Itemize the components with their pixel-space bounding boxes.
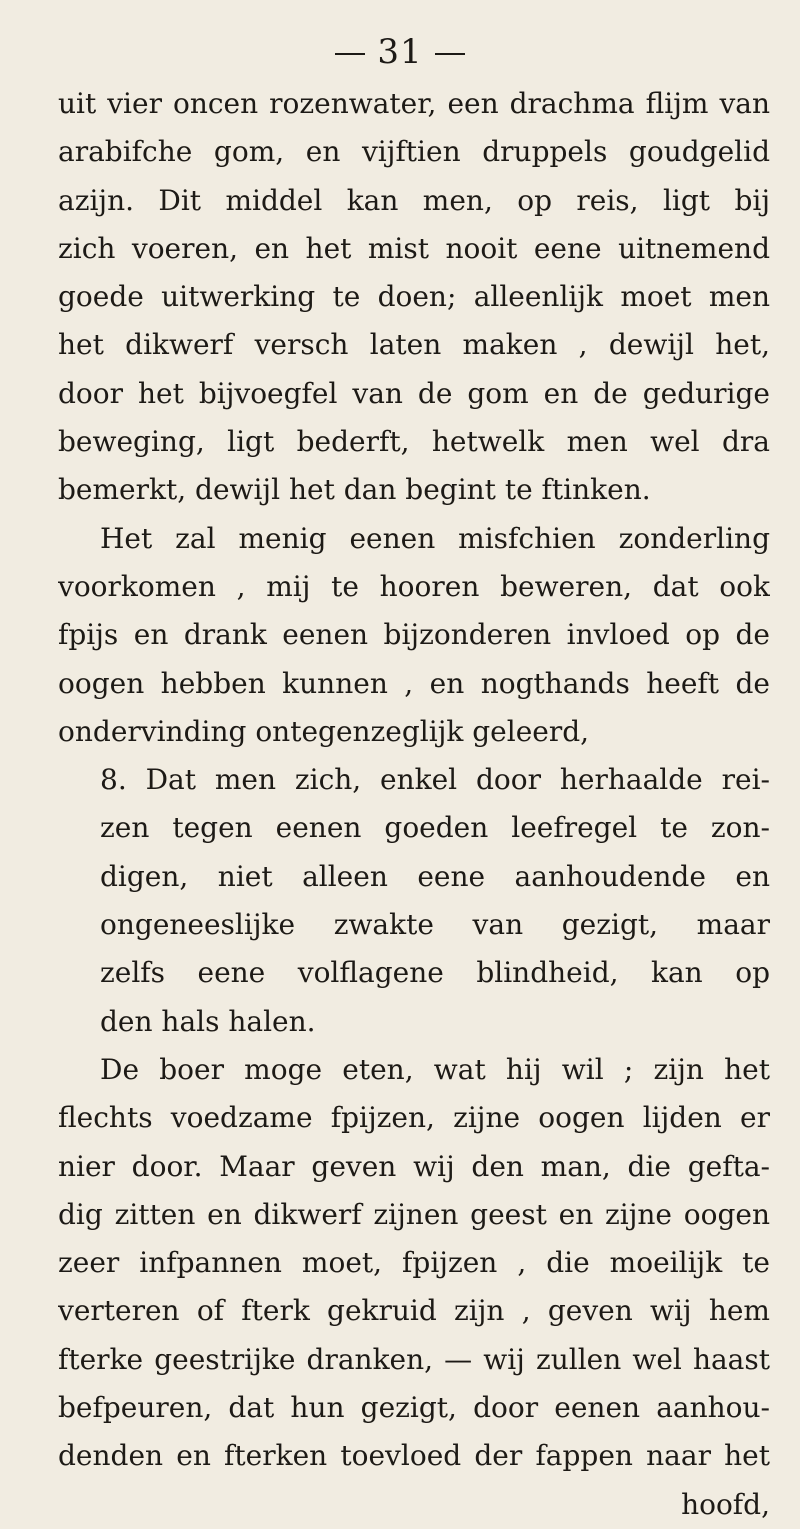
- text-line: denden en fterken toevloed der fappen naar het: [58, 1439, 770, 1473]
- header-dash-right: [435, 53, 465, 55]
- text-line: door het bijvoegfel van de gom en de gedurige: [58, 376, 770, 410]
- body-text: [58, 80, 770, 1529]
- text-line: het dikwerf versch laten maken , dewijl het,: [58, 328, 770, 362]
- text-line: zelfs eene volflagene blindheid, kan op: [100, 956, 770, 990]
- text-line: uit vier oncen rozenwater, een drachma flijm van: [58, 87, 770, 120]
- catchword: hoofd,: [681, 1487, 770, 1521]
- page-number: 31: [377, 32, 423, 72]
- text-line: nier door. Maar geven wij den man, die gefta-: [58, 1149, 770, 1183]
- text-line: zen tegen eenen goeden leefregel te zon-: [100, 811, 770, 845]
- text-line: flechts voedzame fpijzen, zijne oogen lijden er: [58, 1101, 770, 1135]
- text-line: befpeuren, dat hun gezigt, door eenen aanhou-: [58, 1391, 770, 1425]
- text-line: verteren of fterk gekruid zijn , geven wij hem: [58, 1294, 770, 1328]
- text-line: bemerkt, dewijl het dan begint te ftinken.: [58, 473, 651, 507]
- text-line: dig zitten en dikwerf zijnen geest en zijne oogen: [58, 1197, 770, 1231]
- text-line: Het zal menig eenen misfchien zonderling: [100, 521, 770, 555]
- text-line: fpijs en drank eenen bijzonderen invloed op de: [58, 618, 770, 652]
- text-line: fterke geestrijke dranken, — wij zullen wel haast: [58, 1342, 770, 1376]
- text-line: voorkomen , mij te hooren beweren, dat ook: [58, 569, 770, 603]
- text-line: goede uitwerking te doen; alleenlijk moet men: [58, 280, 770, 314]
- text-line: ongeneeslijke zwakte van gezigt, maar: [100, 908, 770, 942]
- text-line: ondervinding ontegenzeglijk geleerd,: [58, 714, 590, 748]
- text-line: 8. Dat men zich, enkel door herhaalde rei-: [100, 763, 770, 797]
- text-line: azijn. Dit middel kan men, op reis, ligt bij: [58, 183, 770, 217]
- text-line: den hals halen.: [100, 1004, 316, 1038]
- text-line: De boer moge eten, wat hij wil ; zijn het: [100, 1052, 770, 1086]
- text-line: zeer infpannen moet, fpijzen , die moeilijk te: [58, 1246, 770, 1280]
- text-line: oogen hebben kunnen , en nogthands heeft de: [58, 666, 770, 700]
- text-line: zich voeren, en het mist nooit eene uitnemend: [58, 231, 770, 265]
- header-dash-left: [335, 53, 365, 55]
- page-header: [0, 32, 800, 72]
- text-line: beweging, ligt bederft, hetwelk men wel dra: [58, 425, 770, 459]
- text-line: arabifche gom, en vijftien druppels goudgelid: [58, 135, 770, 169]
- text-line: digen, niet alleen eene aanhoudende en: [100, 859, 770, 893]
